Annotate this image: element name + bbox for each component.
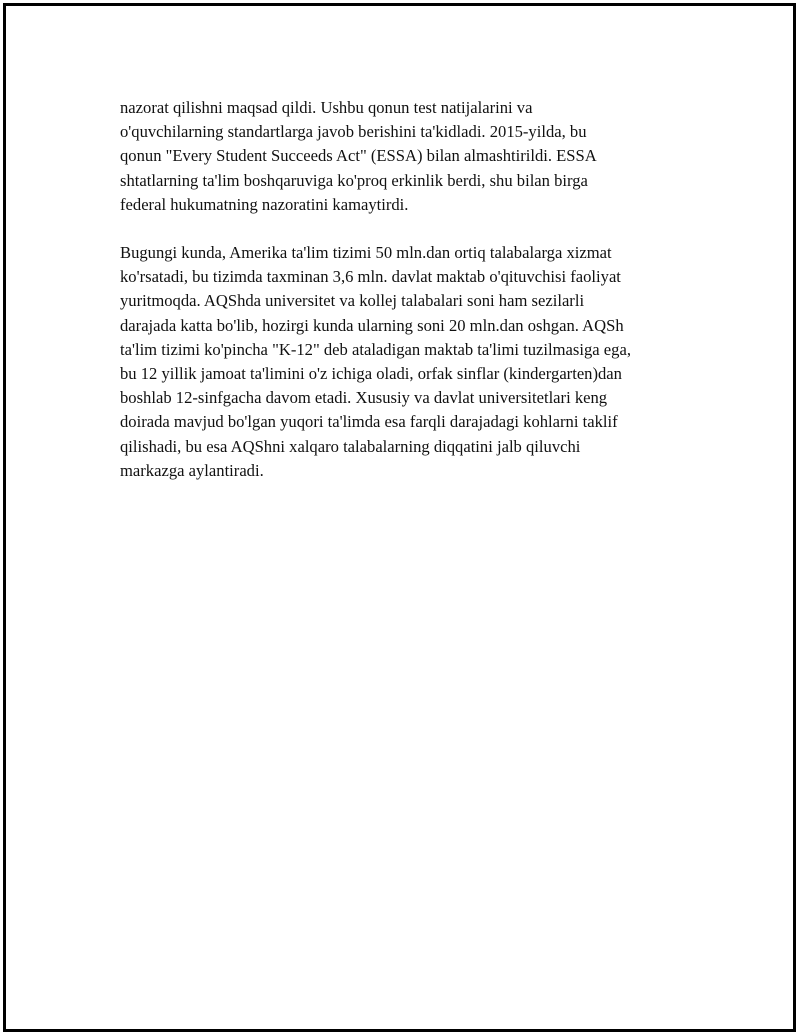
- text-line: federal hukumatning nazoratini kamaytirdi.: [120, 194, 409, 214]
- paragraph-2: [120, 241, 720, 483]
- text-line: darajada katta bo'lib, hozirgi kunda ularning soni 20 mln.dan oshgan. AQSh: [120, 315, 624, 335]
- text-line: doirada mavjud bo'lgan yuqori ta'limda esa farqli darajadagi kohlarni taklif: [120, 412, 618, 432]
- text-line: Bugungi kunda, Amerika ta'lim tizimi 50 mln.dan ortiq talabalarga xizmat: [120, 243, 612, 263]
- page-content: [120, 96, 720, 483]
- page-frame: [3, 3, 796, 1032]
- text-line: ko'rsatadi, bu tizimda taxminan 3,6 mln. davlat maktab o'qituvchisi faoliyat: [120, 267, 621, 287]
- text-line: qonun "Every Student Succeeds Act" (ESSA) bilan almashtirildi. ESSA: [120, 146, 597, 166]
- paragraph-1: [120, 96, 720, 217]
- text-line: boshlab 12-sinfgacha davom etadi. Xususiy va davlat universitetlari keng: [120, 388, 608, 408]
- text-line: qilishadi, bu esa AQShni xalqaro talabalarning diqqatini jalb qiluvchi: [120, 436, 581, 456]
- text-line: markazga aylantiradi.: [120, 460, 264, 480]
- text-line: bu 12 yillik jamoat ta'limini o'z ichiga oladi, orfak sinflar (kindergarten)dan: [120, 364, 622, 384]
- text-line: shtatlarning ta'lim boshqaruviga ko'proq erkinlik berdi, shu bilan birga: [120, 170, 588, 190]
- text-line: o'quvchilarning standartlarga javob berishini ta'kidladi. 2015-yilda, bu: [120, 122, 587, 142]
- text-line: yuritmoqda. AQShda universitet va kollej talabalari soni ham sezilarli: [120, 291, 585, 311]
- text-line: ta'lim tizimi ko'pincha "K-12" deb ataladigan maktab ta'limi tuzilmasiga ega,: [120, 339, 631, 359]
- text-line: nazorat qilishni maqsad qildi. Ushbu qonun test natijalarini va: [120, 98, 533, 117]
